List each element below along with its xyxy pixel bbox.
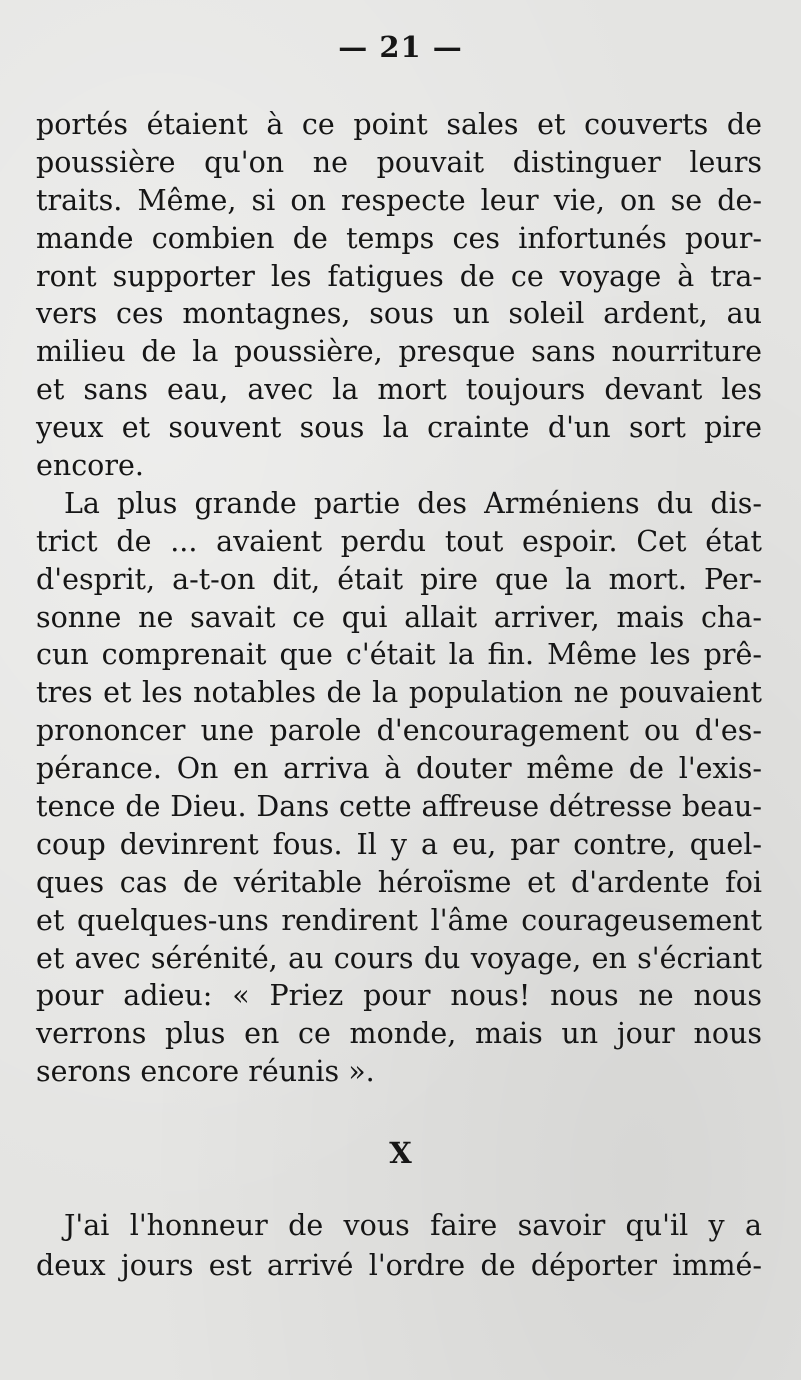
text-line: traits. Même, si on respecte leur vie, on se de-: [36, 183, 762, 217]
text-line: yeux et souvent sous la crainte d'un sort pire: [36, 411, 762, 445]
text-line: sonne ne savait ce qui allait arriver, mais cha-: [36, 600, 762, 634]
text-line: La plus grande partie des Arméniens du dis-: [64, 486, 762, 520]
page-number: — 21 —: [338, 30, 463, 64]
text-line: et quelques-uns rendirent l'âme courageusement: [36, 903, 762, 937]
text-line: deux jours est arrivé l'ordre de déporter immé-: [36, 1249, 762, 1282]
text-line: cun comprenait que c'était la fin. Même les prê-: [36, 638, 762, 672]
section-text: [36, 1206, 762, 1286]
text-line: coup devinrent fous. Il y a eu, par contre, quel-: [36, 827, 762, 861]
text-line: tres et les notables de la population ne pouvaient: [36, 676, 762, 710]
text-line: J'ai l'honneur de vous faire savoir qu'il y a: [64, 1209, 762, 1242]
text-line: prononcer une parole d'encouragement ou d'es-: [36, 714, 762, 748]
text-line: tence de Dieu. Dans cette affreuse détresse beau-: [36, 790, 762, 824]
text-line: et sans eau, avec la mort toujours devant les: [36, 373, 762, 407]
text-line: serons encore réunis ».: [36, 1055, 375, 1089]
text-line: ques cas de véritable héroïsme et d'ardente foi: [36, 865, 762, 899]
text-line: milieu de la poussière, presque sans nourriture: [36, 335, 762, 369]
section-heading: X: [389, 1136, 412, 1170]
text-line: ront supporter les fatigues de ce voyage à tra-: [36, 259, 762, 293]
text-line: encore.: [36, 449, 144, 483]
text-line: d'esprit, a-t-on dit, était pire que la mort. Per-: [36, 562, 762, 596]
text-line: et avec sérénité, au cours du voyage, en s'écriant: [36, 941, 762, 975]
text-line: vers ces montagnes, sous un soleil ardent, au: [36, 297, 762, 331]
text-line: pérance. On en arriva à douter même de l'exis-: [36, 752, 762, 786]
main-text: [36, 106, 762, 1091]
text-line: poussière qu'on ne pouvait distinguer leurs: [36, 145, 762, 179]
text-line: trict de ... avaient perdu tout espoir. Cet état: [36, 524, 762, 558]
text-line: verrons plus en ce monde, mais un jour nous: [36, 1017, 762, 1051]
text-line: portés étaient à ce point sales et couverts de: [36, 108, 762, 141]
text-line: pour adieu: « Priez pour nous! nous ne nous: [36, 979, 762, 1013]
text-line: mande combien de temps ces infortunés pour-: [36, 221, 762, 255]
